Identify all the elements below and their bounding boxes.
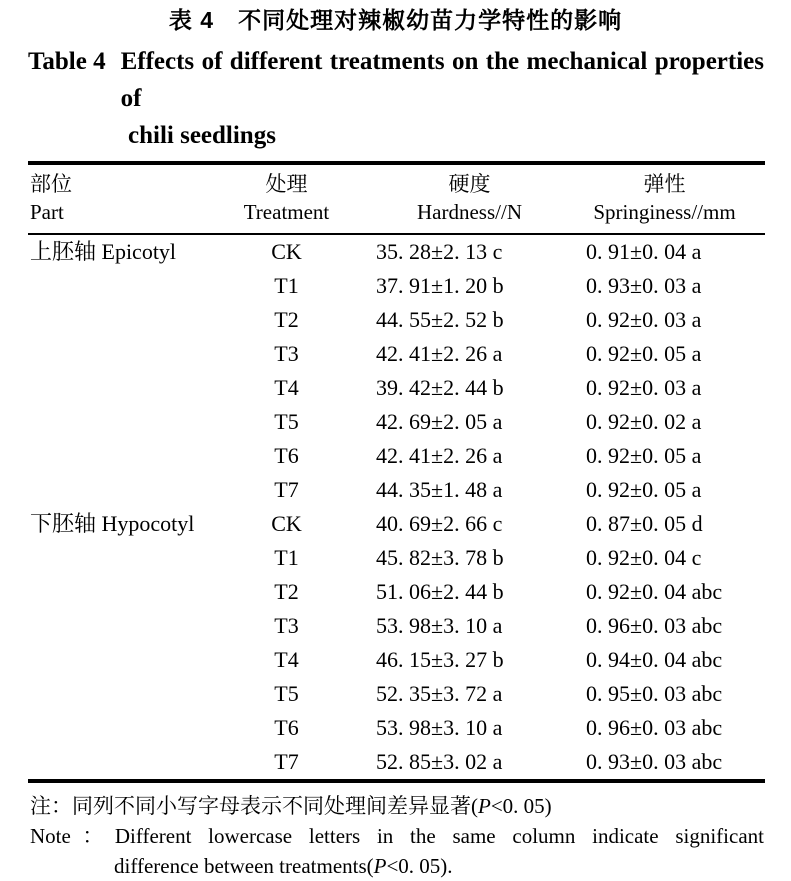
treatment-cell: T1	[274, 273, 299, 298]
springiness-cell: 0. 95±0. 03 abc	[586, 681, 723, 706]
p-value-symbol: P	[373, 854, 387, 878]
treatment-cell: T7	[274, 749, 299, 774]
treatment-cell: T5	[274, 409, 299, 434]
hardness-cell: 46. 15±3. 27 b	[376, 647, 504, 672]
note-en-text: difference between treatments(	[114, 854, 374, 878]
treatment-cell: T7	[274, 477, 299, 502]
part-cell: 下胚轴 Hypocotyl	[30, 511, 195, 536]
table-note-zh	[30, 791, 764, 821]
hardness-cell: 52. 85±3. 02 a	[376, 749, 503, 774]
table-caption-en-line2: chili seedlings	[128, 122, 276, 149]
springiness-cell: 0. 94±0. 04 abc	[586, 647, 723, 672]
page	[0, 5, 791, 878]
springiness-cell: 0. 92±0. 05 a	[586, 443, 702, 468]
column-header-part	[28, 163, 198, 234]
column-header-hardness	[375, 163, 564, 234]
treatment-cell: T1	[274, 545, 299, 570]
treatment-cell: T4	[274, 375, 299, 400]
column-header-hardness-en: Hardness//N	[417, 200, 522, 224]
column-header-treatment-en: Treatment	[243, 200, 330, 224]
table-row	[28, 234, 765, 269]
treatment-cell: T2	[274, 307, 299, 332]
column-header-hardness-zh: 硬度	[448, 172, 491, 196]
hardness-cell: 42. 41±2. 26 a	[376, 443, 503, 468]
springiness-cell: 0. 92±0. 05 a	[586, 341, 702, 366]
springiness-cell: 0. 87±0. 05 d	[586, 511, 703, 536]
column-header-springiness	[564, 163, 765, 234]
column-header-part-en: Part	[30, 200, 64, 224]
note-zh-pvalue: <0. 05)	[490, 794, 552, 818]
treatment-cell: T3	[274, 613, 299, 638]
springiness-cell: 0. 91±0. 04 a	[586, 239, 702, 264]
treatment-cell: T6	[274, 715, 299, 740]
hardness-cell: 35. 28±2. 13 c	[376, 239, 503, 264]
springiness-cell: 0. 92±0. 02 a	[586, 409, 702, 434]
springiness-cell: 0. 96±0. 03 abc	[586, 613, 723, 638]
table-row	[28, 507, 765, 541]
hardness-cell: 40. 69±2. 66 c	[376, 511, 503, 536]
table-note	[30, 791, 764, 881]
treatment-cell: T5	[274, 681, 299, 706]
data-table	[28, 161, 765, 783]
column-header-springiness-en: Springiness//mm	[593, 200, 736, 224]
hardness-cell: 52. 35±3. 72 a	[376, 681, 503, 706]
springiness-cell: 0. 92±0. 04 abc	[586, 579, 723, 604]
hardness-cell: 42. 69±2. 05 a	[376, 409, 503, 434]
hardness-cell: 45. 82±3. 78 b	[376, 545, 504, 570]
hardness-cell: 44. 55±2. 52 b	[376, 307, 504, 332]
hardness-cell: 39. 42±2. 44 b	[376, 375, 504, 400]
table-header	[28, 163, 765, 234]
treatment-cell: T4	[274, 647, 299, 672]
treatment-cell: CK	[271, 239, 302, 264]
note-en-pvalue: <0. 05).	[386, 854, 453, 878]
treatment-cell: T6	[274, 443, 299, 468]
springiness-cell: 0. 92±0. 03 a	[586, 307, 702, 332]
treatment-cell: CK	[271, 511, 302, 536]
springiness-cell: 0. 92±0. 05 a	[586, 477, 702, 502]
column-header-springiness-zh: 弹性	[643, 172, 686, 196]
hardness-cell: 44. 35±1. 48 a	[376, 477, 503, 502]
treatment-cell: T3	[274, 341, 299, 366]
table-note-en-line1: Note：Different lowercase letters in the same column indicate significant	[30, 824, 764, 848]
table-note-en-line2	[114, 851, 764, 881]
springiness-cell: 0. 93±0. 03 a	[586, 273, 702, 298]
hardness-cell: 37. 91±1. 20 b	[376, 273, 504, 298]
springiness-cell: 0. 96±0. 03 abc	[586, 715, 723, 740]
column-header-treatment	[198, 163, 375, 234]
p-value-symbol: P	[478, 794, 491, 818]
springiness-cell: 0. 93±0. 03 abc	[586, 749, 723, 774]
part-cell: 上胚轴 Epicotyl	[30, 239, 177, 264]
table-caption-en	[28, 43, 764, 117]
table-caption-en-text: Effects of different treatments on the mechanical properties of	[120, 48, 764, 112]
note-zh-text: 注：同列不同小写字母表示不同处理间差异显著(	[30, 794, 478, 818]
hardness-cell: 53. 98±3. 10 a	[376, 715, 503, 740]
column-header-treatment-zh: 处理	[265, 172, 308, 196]
hardness-cell: 53. 98±3. 10 a	[376, 613, 503, 638]
table-body	[28, 234, 765, 781]
springiness-cell: 0. 92±0. 04 c	[586, 545, 702, 570]
springiness-cell: 0. 92±0. 03 a	[586, 375, 702, 400]
hardness-cell: 42. 41±2. 26 a	[376, 341, 503, 366]
treatment-cell: T2	[274, 579, 299, 604]
table-caption-zh: 表 4 不同处理对辣椒幼苗力学特性的影响	[168, 7, 623, 33]
hardness-cell: 51. 06±2. 44 b	[376, 579, 504, 604]
table-caption-en-label: Table 4	[28, 48, 106, 75]
header-row	[28, 163, 765, 234]
column-header-part-zh: 部位	[30, 172, 72, 196]
